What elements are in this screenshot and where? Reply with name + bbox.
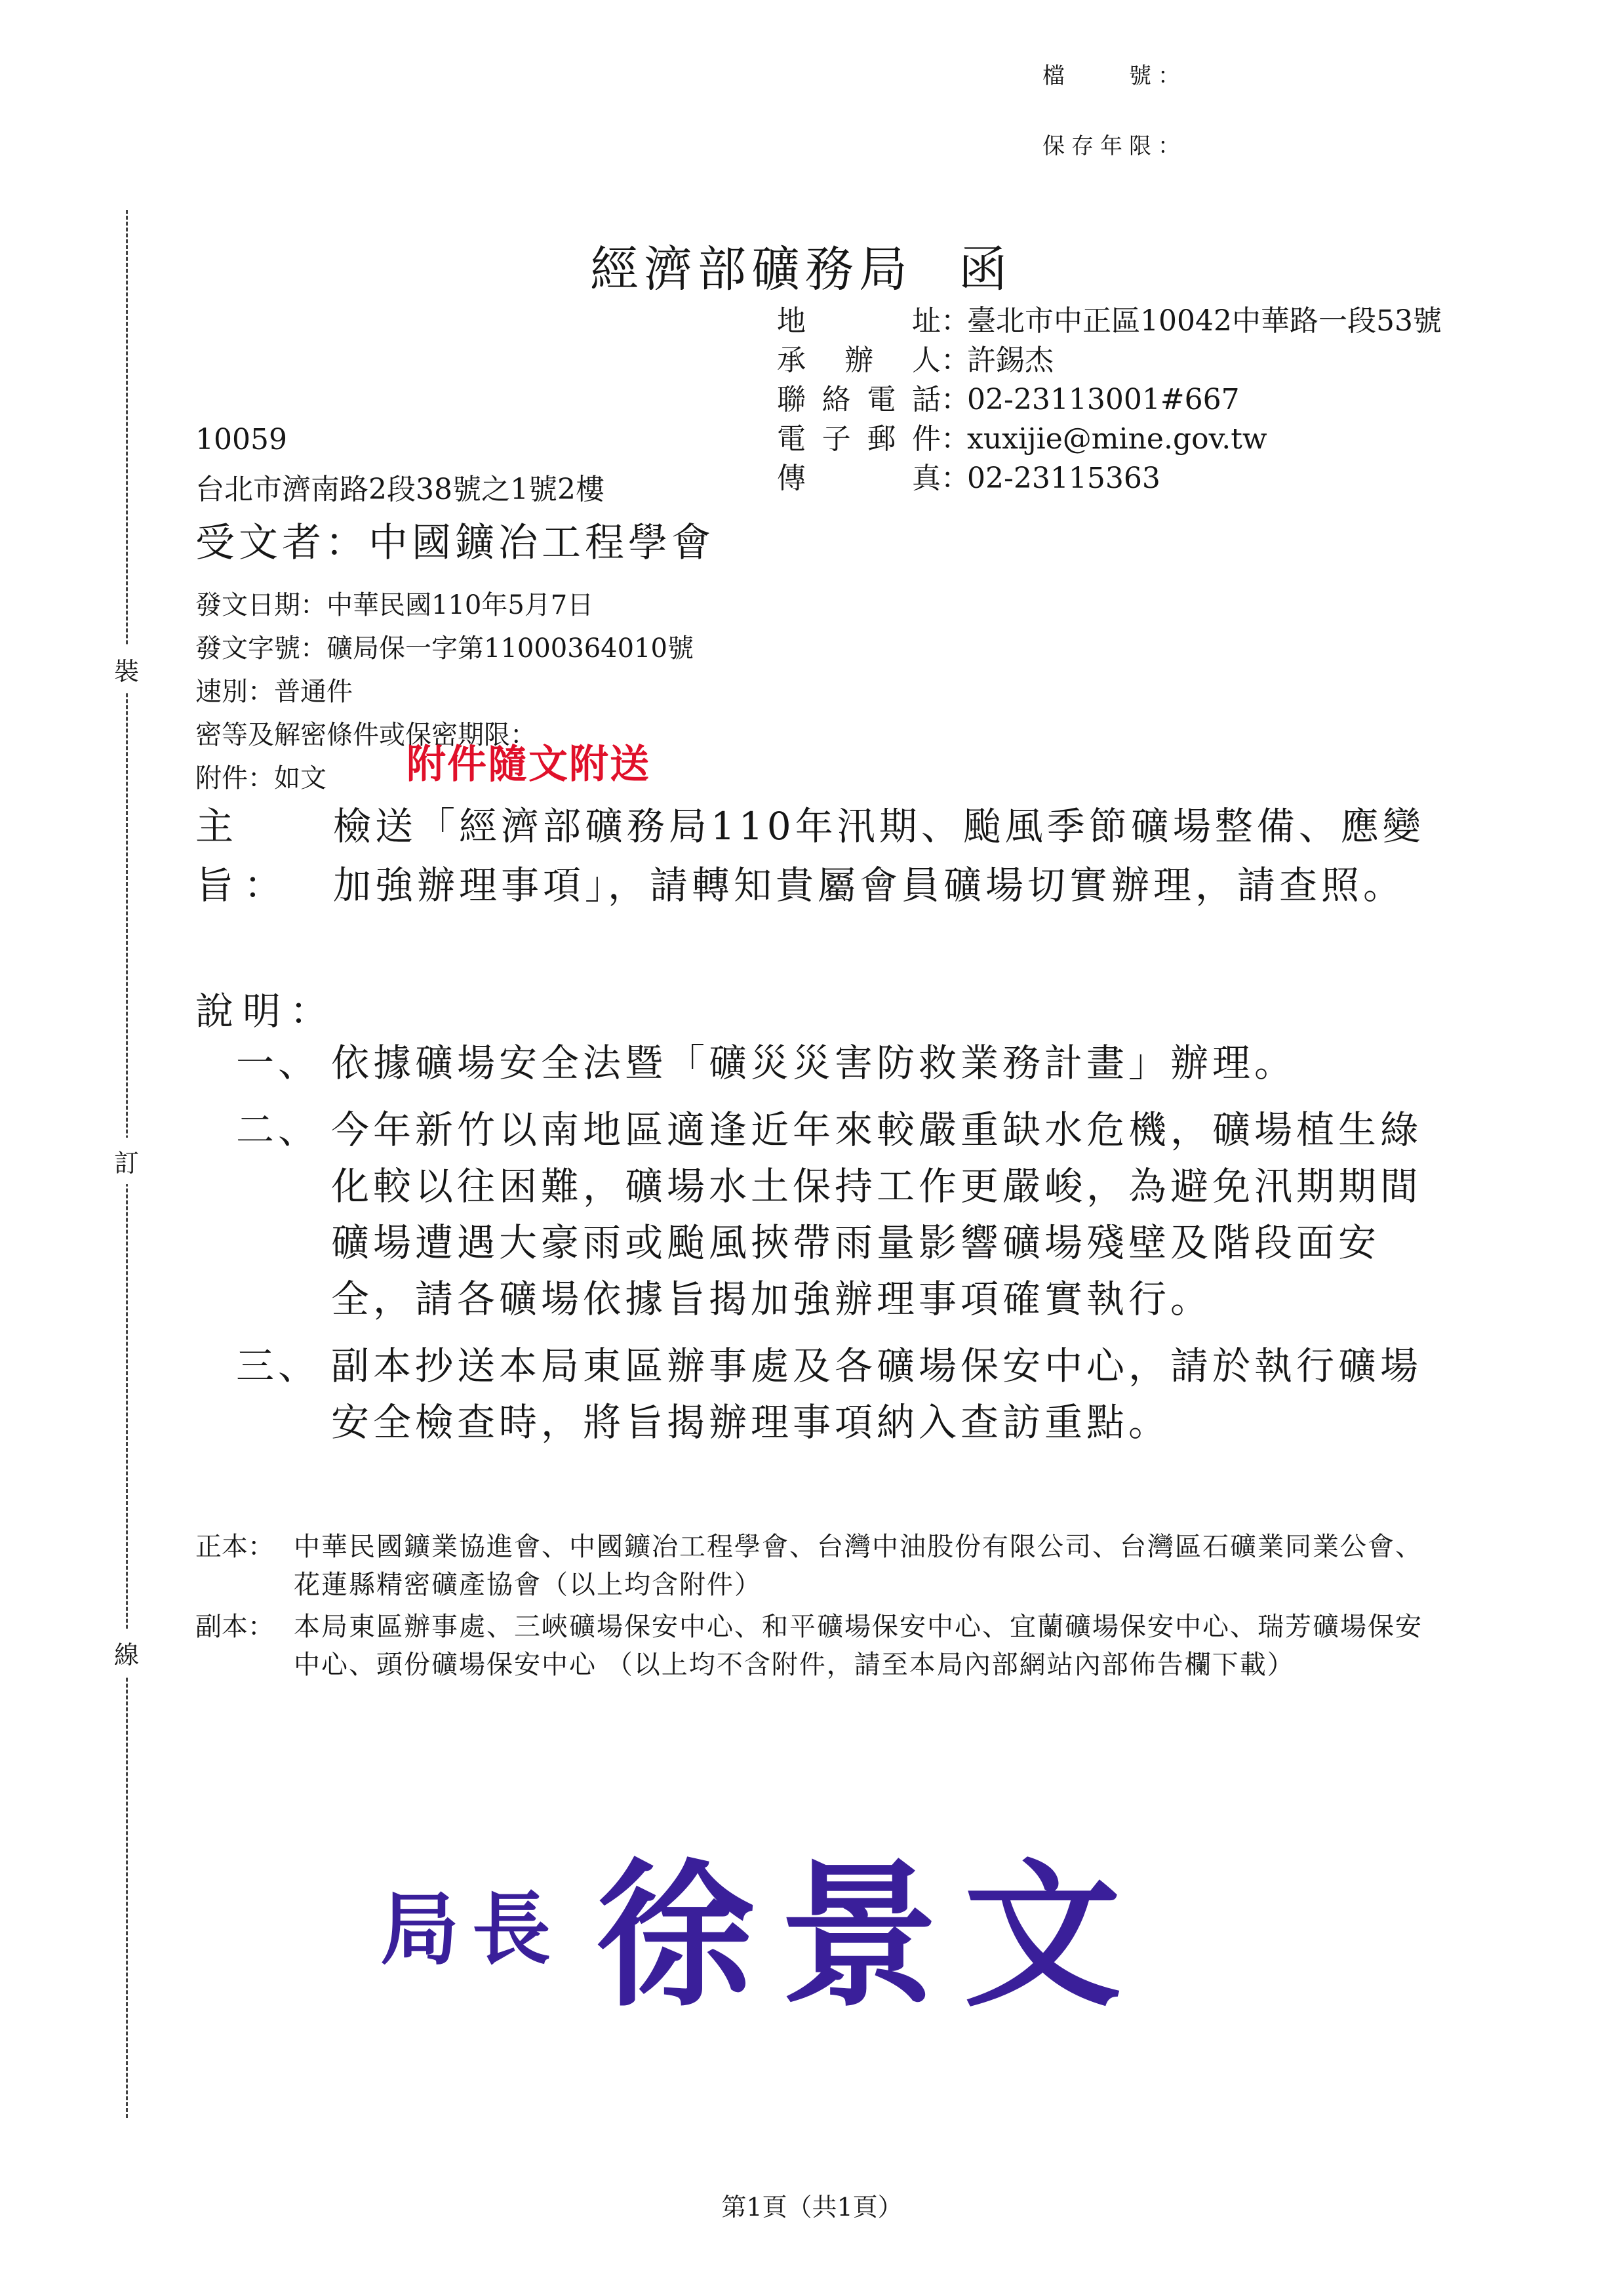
document-title <box>590 231 1012 300</box>
document-type: 函 <box>959 241 1012 298</box>
binding-mark-ding: 訂 <box>110 1138 143 1184</box>
explanation-item <box>236 1035 1442 1091</box>
recipient-zip: 10059 <box>195 423 287 456</box>
sender-row-email: 電子郵件 ： xuxijie@mine.gov.tw <box>777 420 1442 459</box>
sender-label: 電子郵件 <box>777 422 941 456</box>
speed-class: 速別：普通件 <box>195 677 353 707</box>
copy-recipients-text: 本局東區辦事處、三峽礦場保安中心、和平礦場保安中心、宜蘭礦場保安中心、瑞芳礦場保安中心、頭份礦場保安中心 （以上均不含附件，請至本局內部網站內部佈告欄下載） <box>294 1612 1423 1680</box>
sender-label: 傳真 <box>777 462 941 495</box>
recipient-name: 受文者：中國鑛冶工程學會 <box>195 520 715 566</box>
file-number-label: 檔 號： <box>1042 63 1187 89</box>
item-number: 一、 <box>236 1041 321 1085</box>
copy-recipients <box>195 1608 1441 1684</box>
signature-title: 局長 <box>380 1883 564 1976</box>
sender-value: xuxijie@mine.gov.tw <box>967 422 1267 456</box>
item-number: 三、 <box>236 1344 321 1388</box>
sender-label: 聯絡電話 <box>777 383 941 416</box>
explanation-item <box>236 1338 1442 1450</box>
item-text: 依據礦場安全法暨「礦災災害防救業務計畫」辦理。 <box>331 1041 1297 1085</box>
item-number: 二、 <box>236 1108 321 1152</box>
binding-mark-xian: 線 <box>110 1629 143 1676</box>
sender-row-handler: 承辦人 ： 許錫杰 <box>777 341 1442 380</box>
subject-label: 主旨： <box>195 804 293 908</box>
sender-label: 地址 <box>777 304 941 338</box>
main-recipients-text: 中華民國鑛業協進會、中國鑛冶工程學會、台灣中油股份有限公司、台灣區石礦業同業公會、花蓮縣精密礦產協會（以上均含附件） <box>294 1532 1423 1600</box>
copy-recipients-label: 副本： <box>195 1612 274 1642</box>
main-recipients-label: 正本： <box>195 1532 274 1562</box>
explanation-item <box>236 1102 1442 1327</box>
subject-text: 檢送「經濟部礦務局110年汛期、颱風季節礦場整備、應變加強辦理事項」，請轉知貴屬會員礦場切實辦理，請查照。 <box>333 804 1425 908</box>
agency-name: 經濟部礦務局 <box>590 241 913 298</box>
retention-period-label: 保存年限： <box>1042 133 1187 159</box>
attachment-info: 附件：如文 <box>195 763 327 793</box>
sender-row-phone: 聯絡電話 ： 02-23113001#667 <box>777 380 1442 420</box>
recipient-address: 台北市濟南路2段38號之1號2樓 <box>195 473 604 506</box>
attachment-stamp: 附件隨文附送 <box>406 742 650 788</box>
sender-row-fax: 傳真 ： 02-23115363 <box>777 459 1442 498</box>
issue-date: 發文日期：中華民國110年5月7日 <box>195 590 594 620</box>
sender-label: 承辦人 <box>777 344 941 377</box>
subject-section <box>195 797 1441 915</box>
explanation-label: 說明： <box>195 989 338 1033</box>
signature-name: 徐景文 <box>597 1843 1148 2028</box>
director-signature-seal <box>380 1810 1147 2036</box>
distribution-section <box>195 1528 1441 1688</box>
page-number: 第1頁（共1頁） <box>721 2193 903 2222</box>
sender-value: 許錫杰 <box>967 344 1054 377</box>
item-text: 今年新竹以南地區適逢近年來較嚴重缺水危機，礦場植生綠化較以往困難，礦場水土保持工作更嚴峻，為避免汛期期間礦場遭遇大豪雨或颱風挾帶雨量影響礦場殘壁及階段面安全，請各礦場依據旨揭加強辦理事項確實執行。 <box>331 1108 1423 1321</box>
main-recipients <box>195 1528 1441 1604</box>
secrecy-level: 密等及解密條件或保密期限： <box>195 720 536 750</box>
sender-value: 02-23115363 <box>967 462 1160 495</box>
document-number: 發文字號：礦局保一字第11000364010號 <box>195 633 694 664</box>
binding-mark-zhuang: 裝 <box>110 646 143 692</box>
sender-row-address: 地址 ： 臺北市中正區10042中華路一段53號 <box>777 302 1442 341</box>
sender-info <box>777 302 1442 498</box>
item-text: 副本抄送本局東區辦事處及各礦場保安中心，請於執行礦場安全檢查時，將旨揭辦理事項納入查訪重點。 <box>331 1344 1423 1445</box>
sender-value: 02-23113001#667 <box>967 383 1240 416</box>
explanation-list <box>236 1035 1442 1461</box>
sender-value: 臺北市中正區10042中華路一段53號 <box>967 304 1442 338</box>
